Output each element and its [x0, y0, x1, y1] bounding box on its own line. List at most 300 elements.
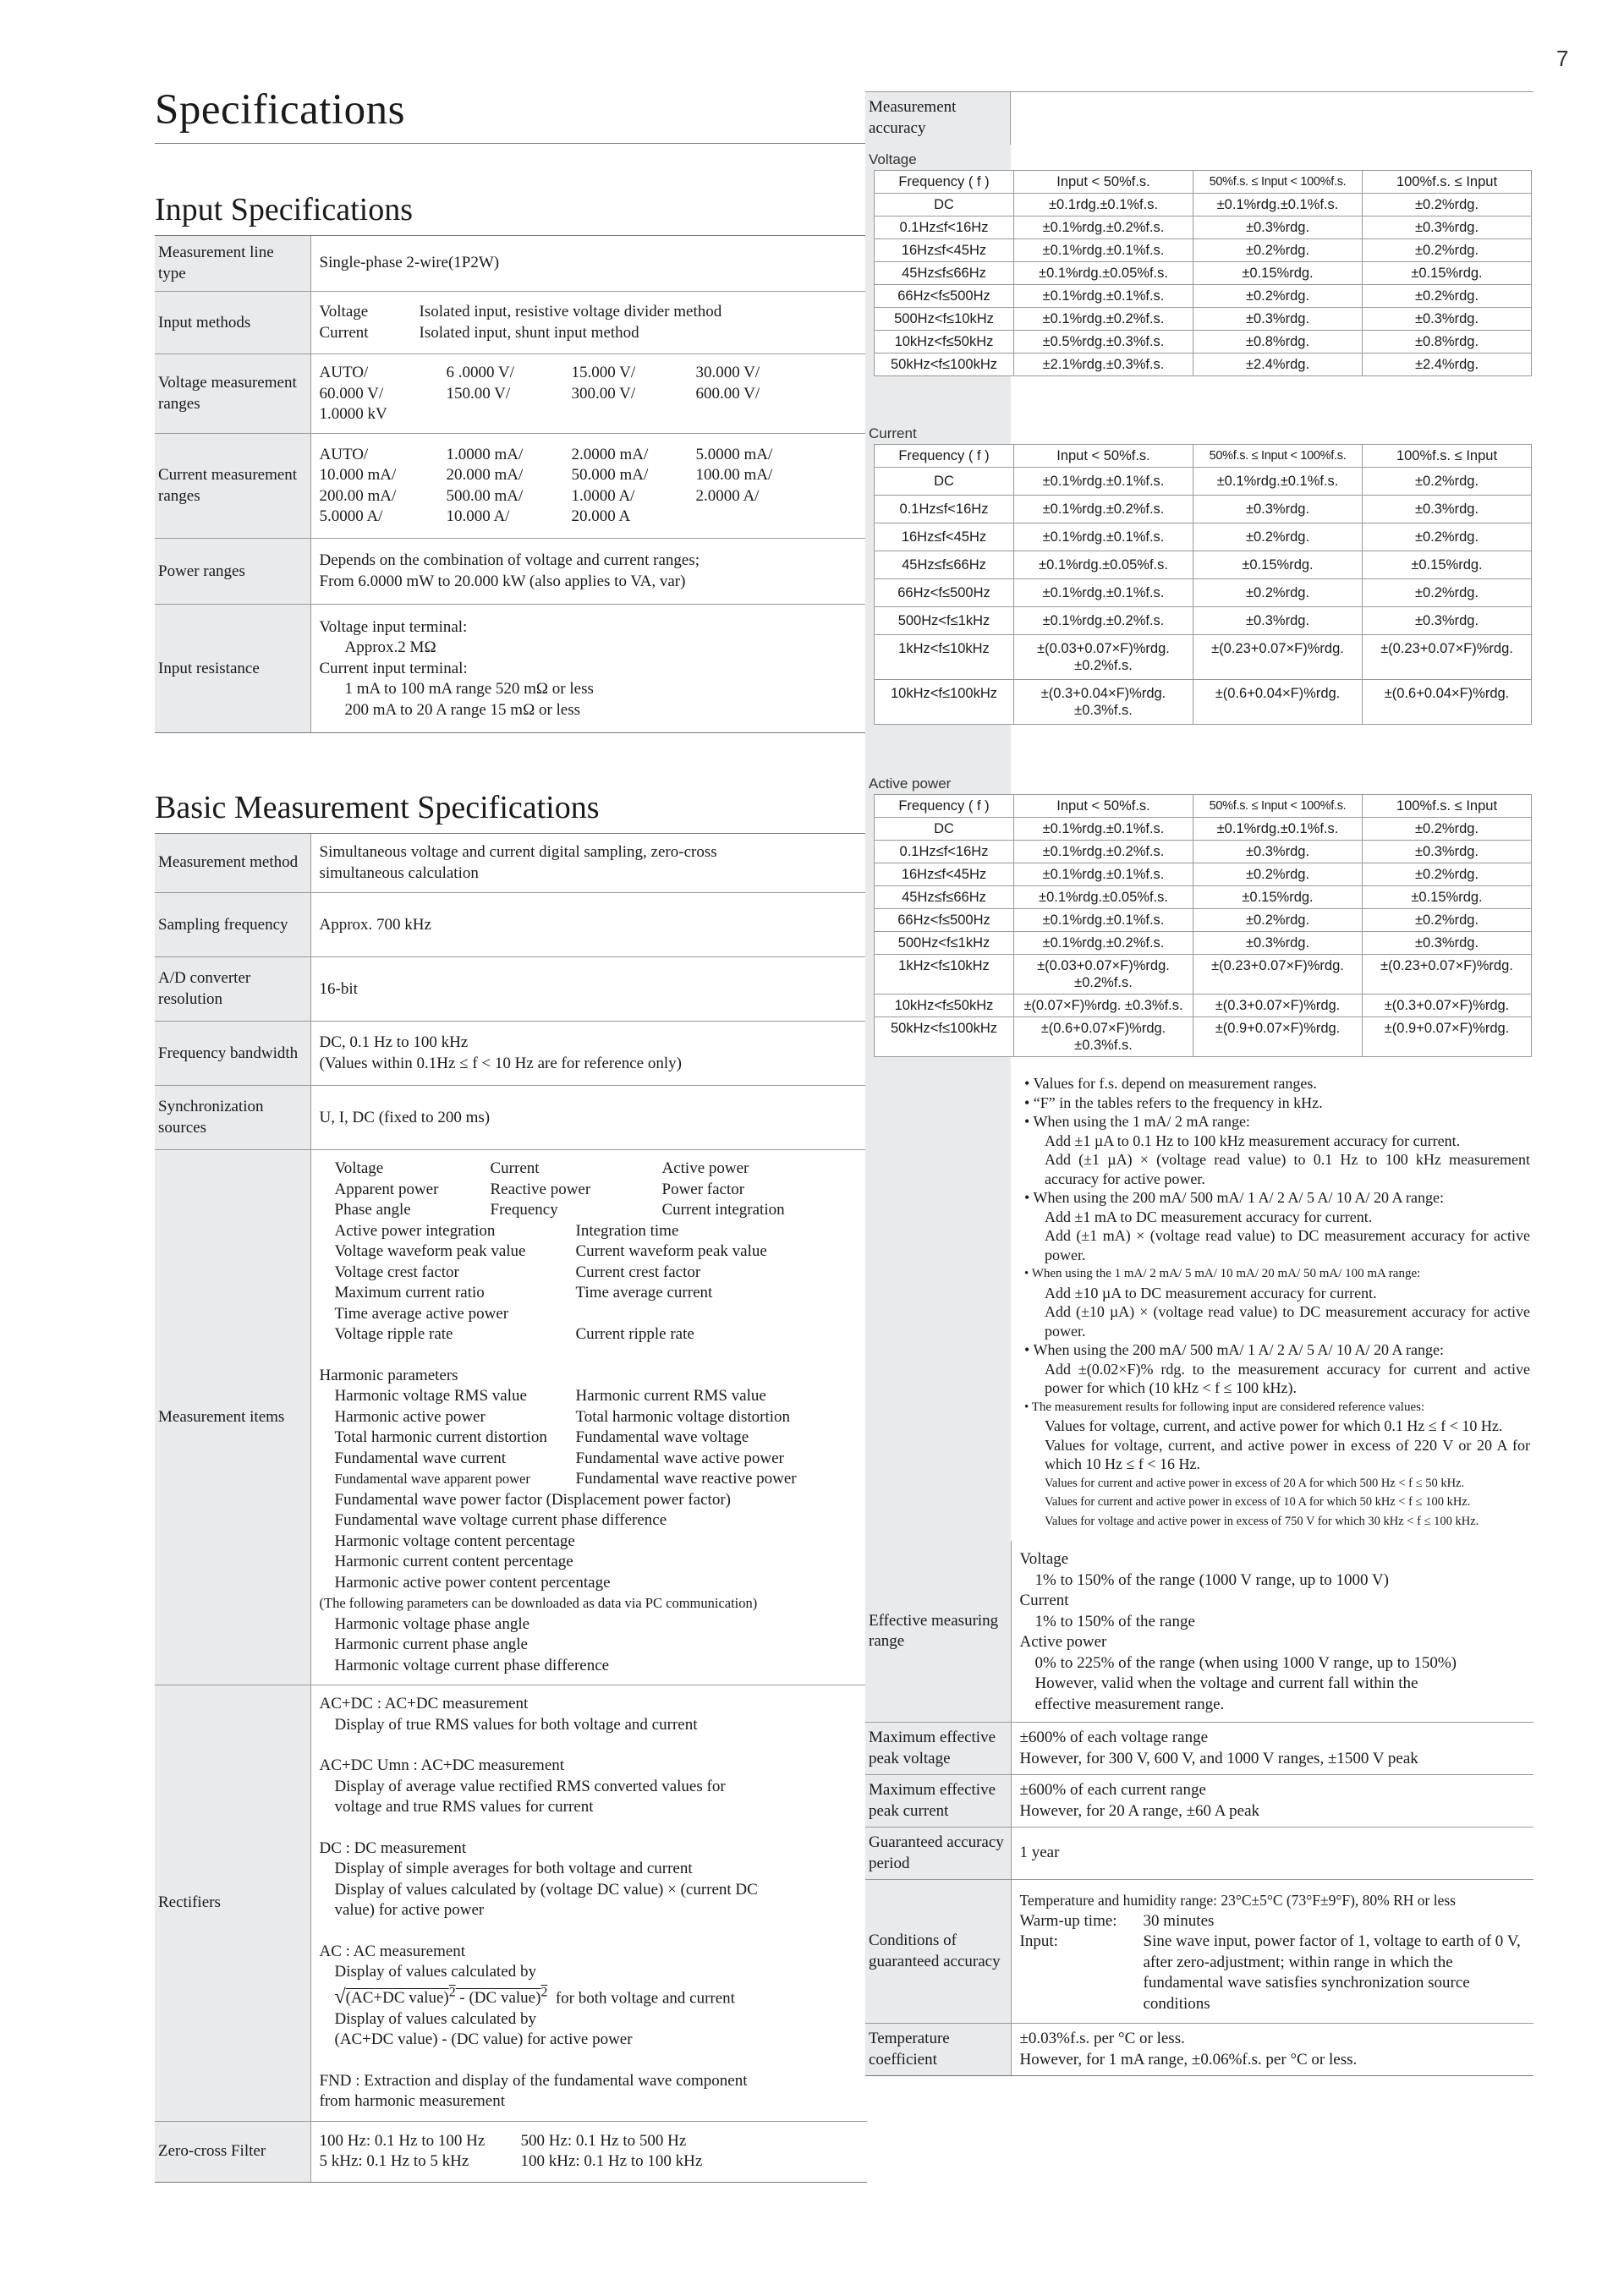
- accuracy-cell: ±0.2%rdg.: [1193, 909, 1363, 932]
- accuracy-cell: ±0.3%rdg.: [1363, 216, 1532, 239]
- text-line: (AC+DC value) - (DC value) for active power: [334, 2030, 633, 2049]
- table-row: [865, 1541, 1533, 1723]
- item: Frequency: [490, 1201, 558, 1219]
- accuracy-cell: ±0.1%rdg.±0.2%f.s.: [1014, 607, 1193, 635]
- accuracy-row: [875, 886, 1532, 909]
- table-row: [155, 1086, 867, 1150]
- row-value: [310, 1685, 867, 2121]
- item: Harmonic current phase angle: [334, 1636, 528, 1654]
- table-row: [865, 1775, 1533, 1827]
- formula-part: (AC+DC value): [345, 1989, 449, 2008]
- row-value: [310, 2121, 867, 2182]
- item: Harmonic voltage content percentage: [334, 1532, 575, 1550]
- frequency-cell: 16Hz≤f<45Hz: [875, 863, 1014, 886]
- row-value: [310, 354, 867, 434]
- item: Current ripple rate: [575, 1325, 694, 1344]
- accuracy-cell: ±2.4%rdg.: [1193, 353, 1363, 376]
- frequency-cell: DC: [875, 194, 1014, 216]
- item: Fundamental wave reactive power: [575, 1470, 797, 1488]
- methods-grid: [320, 302, 863, 343]
- text-line: However, for 20 A range, ±60 A peak: [1019, 1801, 1260, 1820]
- text-line: Current: [1019, 1592, 1069, 1609]
- accuracy-cell: ±0.1%rdg.±0.1%f.s.: [1014, 863, 1193, 886]
- accuracy-cell: ±0.3%rdg.: [1363, 841, 1532, 863]
- input-spec-table: [155, 236, 867, 734]
- range-cell: 300.00 V/: [571, 384, 636, 403]
- current-ranges-grid: [320, 445, 863, 528]
- accuracy-header-cell: 100%f.s. ≤ Input: [1363, 795, 1532, 818]
- text-line: 1% to 150% of the range (1000 V range, up to 1000 V): [1034, 1570, 1389, 1589]
- note: • When using the 1 mA/ 2 mA range:: [1024, 1113, 1250, 1130]
- filter-value: 500 Hz: 0.1 Hz to 500 Hz: [520, 2131, 687, 2150]
- text-line: 1% to 150% of the range: [1034, 1612, 1195, 1630]
- note: Add (±1 mA) × (voltage read value) to DC measurement accuracy for active power.: [1045, 1227, 1530, 1263]
- current-accuracy-table: [874, 444, 1532, 725]
- table-row: [155, 292, 867, 354]
- voltage-ranges-grid: [320, 363, 863, 425]
- item: Current: [490, 1159, 540, 1178]
- accuracy-row: [875, 216, 1532, 239]
- row-value: [1011, 2024, 1533, 2076]
- text-line: Temperature and humidity range: 23°C±5°C (73°F±9°F), 80% RH or less: [1019, 1892, 1456, 1909]
- page-number: 7: [1556, 46, 1569, 71]
- accuracy-cell: ±0.1%rdg.±0.1%f.s.: [1014, 818, 1193, 841]
- accuracy-cell: ±0.2%rdg.: [1363, 523, 1532, 551]
- accuracy-cell: ±0.1%rdg.±0.1%f.s.: [1193, 468, 1363, 496]
- note: Values for voltage, current, and active power in excess of 220 V or 20 A for which 10 Hz ≤ f < 16 Hz.: [1045, 1436, 1530, 1472]
- accuracy-cell: ±0.2%rdg.: [1363, 909, 1532, 932]
- note: • When using the 1 mA/ 2 mA/ 5 mA/ 10 mA/ 20 mA/ 50 mA/ 100 mA range:: [1024, 1267, 1421, 1280]
- text-line: ±600% of each current range: [1019, 1781, 1206, 1799]
- accuracy-cell: ±0.2%rdg.: [1193, 285, 1363, 308]
- item: Current integration: [661, 1201, 785, 1219]
- note: • When using the 200 mA/ 500 mA/ 1 A/ 2 A/ 5 A/ 10 A/ 20 A range:: [1024, 1189, 1444, 1206]
- frequency-cell: 10kHz<f≤50kHz: [875, 995, 1014, 1017]
- note: • “F” in the tables refers to the frequency in kHz.: [1024, 1093, 1323, 1111]
- accuracy-cell: ±(0.23+0.07×F)%rdg.: [1193, 955, 1363, 995]
- accuracy-cell: ±0.15%rdg.: [1193, 551, 1363, 579]
- accuracy-cell: ±0.3%rdg.: [1193, 932, 1363, 955]
- text-line: However, for 1 mA range, ±0.06%f.s. per °C or less.: [1019, 2050, 1358, 2069]
- accuracy-cell: ±0.15%rdg.: [1363, 551, 1532, 579]
- accuracy-cell: ±0.8%rdg.: [1193, 331, 1363, 353]
- note: Values for voltage, current, and active power for which 0.1 Hz ≤ f < 10 Hz.: [1045, 1417, 1503, 1434]
- range-cell: 10.000 mA/: [319, 466, 397, 485]
- item: Harmonic voltage current phase difference: [334, 1656, 610, 1674]
- note: Add ±(0.02×F)% rdg. to the measurement accuracy for current and active power for which (10 kHz < f ≤ 100 kHz).: [1045, 1360, 1530, 1396]
- accuracy-cell: ±0.2%rdg.: [1193, 579, 1363, 607]
- accuracy-cell: ±0.15%rdg.: [1363, 262, 1532, 285]
- frequency-cell: 16Hz≤f<45Hz: [875, 239, 1014, 262]
- accuracy-cell: ±0.5%rdg.±0.3%f.s.: [1014, 331, 1193, 353]
- frequency-cell: 500Hz<f≤10kHz: [875, 308, 1014, 331]
- note: Values for current and active power in excess of 20 A for which 500 Hz < f ≤ 50 kHz.: [1045, 1476, 1465, 1490]
- accuracy-cell: ±(0.3+0.04×F)%rdg. ±0.3%f.s.: [1014, 680, 1193, 725]
- text-line: 0% to 225% of the range (when using 1000 V range, up to 150%): [1034, 1653, 1457, 1672]
- frequency-cell: 10kHz<f≤100kHz: [875, 680, 1014, 725]
- row-value: [310, 834, 867, 893]
- accuracy-row: [875, 308, 1532, 331]
- item: Harmonic active power: [334, 1407, 486, 1426]
- left-column: [155, 85, 867, 2183]
- range-cell: 50.000 mA/: [571, 466, 649, 485]
- text-line: Depends on the combination of voltage and current ranges;: [319, 551, 700, 570]
- accuracy-cell: ±0.2%rdg.: [1363, 579, 1532, 607]
- frequency-cell: 50kHz<f≤100kHz: [875, 353, 1014, 376]
- accuracy-cell: ±0.3%rdg.: [1363, 932, 1532, 955]
- accuracy-cell: ±0.1%rdg.±0.05%f.s.: [1014, 262, 1193, 285]
- range-cell: AUTO/: [319, 445, 369, 463]
- row-label: Sampling frequency: [155, 893, 310, 957]
- accuracy-cell: ±2.4%rdg.: [1363, 353, 1532, 376]
- row-value: [310, 1150, 867, 1685]
- accuracy-cell: ±0.3%rdg.: [1193, 308, 1363, 331]
- text-line: from harmonic measurement: [319, 2092, 505, 2111]
- method-key: Voltage: [319, 303, 369, 321]
- item: Harmonic active power content percentage: [334, 1573, 611, 1592]
- range-cell: 60.000 V/: [319, 384, 384, 403]
- frequency-cell: 66Hz<f≤500Hz: [875, 909, 1014, 932]
- accuracy-cell: ±0.15%rdg.: [1193, 262, 1363, 285]
- text-line: Display of true RMS values for both voltage and current: [334, 1715, 698, 1734]
- frequency-cell: 10kHz<f≤50kHz: [875, 331, 1014, 353]
- text-line: From 6.0000 mW to 20.000 kW (also applies to VA, var): [319, 572, 686, 590]
- table-row: [155, 893, 867, 957]
- text-line: simultaneous calculation: [319, 863, 479, 882]
- frequency-cell: 45Hz≤f≤66Hz: [875, 886, 1014, 909]
- accuracy-label: Measurement accuracy: [865, 92, 1011, 145]
- accuracy-cell: ±0.1%rdg.±0.2%f.s.: [1014, 216, 1193, 239]
- range-cell: 600.00 V/: [695, 384, 760, 403]
- accuracy-cell: ±0.1%rdg.±0.05%f.s.: [1014, 886, 1193, 909]
- note: • The measurement results for following input are considered reference values:: [1024, 1400, 1425, 1414]
- note: Add ±10 µA to DC measurement accuracy for current.: [1045, 1284, 1377, 1301]
- accuracy-header-cell: Input < 50%f.s.: [1014, 445, 1193, 468]
- range-cell: 5.0000 A/: [319, 507, 383, 526]
- accuracy-header-cell: Frequency ( f ): [875, 445, 1014, 468]
- method-value: Isolated input, resistive voltage divider method: [419, 303, 722, 321]
- item: Harmonic current content percentage: [334, 1553, 573, 1571]
- filter-value: 100 kHz: 0.1 Hz to 100 kHz: [520, 2152, 703, 2171]
- range-cell: 10.000 A/: [446, 507, 510, 526]
- note: • Values for f.s. depend on measurement ranges.: [1024, 1075, 1317, 1092]
- formula-part: for both voltage and current: [547, 1989, 735, 2008]
- spacer: [865, 376, 1533, 419]
- row-label: Effective measuring range: [865, 1541, 1011, 1723]
- accuracy-cell: ±0.15%rdg.: [1193, 886, 1363, 909]
- item: Total harmonic current distortion: [334, 1428, 547, 1447]
- row-label: Zero-cross Filter: [155, 2121, 310, 2182]
- item: Time average current: [575, 1284, 713, 1302]
- accuracy-cell: ±0.3%rdg.: [1193, 607, 1363, 635]
- row-value: [310, 292, 867, 354]
- method-value: Isolated input, shunt input method: [419, 323, 639, 342]
- accuracy-cell: ±0.2%rdg.: [1193, 523, 1363, 551]
- accuracy-cell: ±0.2%rdg.: [1193, 863, 1363, 886]
- spacer: [865, 725, 1533, 769]
- frequency-cell: 50kHz<f≤100kHz: [875, 1017, 1014, 1057]
- accuracy-cell: ±(0.07×F)%rdg. ±0.3%f.s.: [1014, 995, 1193, 1017]
- accuracy-header-cell: 50%f.s. ≤ Input < 100%f.s.: [1193, 445, 1363, 468]
- accuracy-cell: ±0.3%rdg.: [1193, 841, 1363, 863]
- note: Add ±1 mA to DC measurement accuracy for current.: [1045, 1208, 1373, 1225]
- text-line: DC : DC measurement: [319, 1838, 467, 1857]
- accuracy-row: [875, 863, 1532, 886]
- frequency-cell: 1kHz<f≤10kHz: [875, 635, 1014, 680]
- formula-part: - (DC value): [455, 1989, 541, 2008]
- accuracy-cell: ±0.1rdg.±0.1%f.s.: [1014, 194, 1193, 216]
- item: Phase angle: [334, 1201, 411, 1219]
- accuracy-cell: ±0.1%rdg.±0.2%f.s.: [1014, 841, 1193, 863]
- item: Apparent power: [334, 1180, 439, 1198]
- table-row: [155, 2121, 867, 2182]
- text-line: Display of values calculated by: [334, 1963, 536, 1981]
- accuracy-notes: [865, 1057, 1533, 1541]
- accuracy-cell: ±0.1%rdg.±0.1%f.s.: [1014, 468, 1193, 496]
- item: Harmonic voltage RMS value: [334, 1387, 527, 1406]
- table-row: [155, 957, 867, 1022]
- item: Time average active power: [334, 1304, 509, 1323]
- row-value: [1011, 1775, 1533, 1827]
- accuracy-row: [875, 909, 1532, 932]
- range-cell: 500.00 mA/: [446, 486, 524, 505]
- item: [576, 1304, 863, 1325]
- row-value: [1011, 1723, 1533, 1775]
- text-line: Display of values calculated by: [334, 2009, 536, 2028]
- formula-radicand: [345, 1985, 548, 2008]
- row-value: [310, 434, 867, 539]
- table-row: [155, 434, 867, 539]
- frequency-cell: DC: [875, 468, 1014, 496]
- table-row: [155, 834, 867, 893]
- table-row: [865, 2024, 1533, 2076]
- row-label: Measurement line type: [155, 236, 310, 292]
- accuracy-cell: ±0.8%rdg.: [1363, 331, 1532, 353]
- text-line: ±600% of each voltage range: [1019, 1729, 1208, 1746]
- row-value: 16-bit: [310, 957, 867, 1022]
- accuracy-header-row: [875, 171, 1532, 194]
- download-note: (The following parameters can be downloaded as data via PC communication): [319, 1595, 758, 1612]
- accuracy-row: [875, 496, 1532, 523]
- range-cell: 20.000 A: [571, 507, 631, 526]
- row-label: Maximum effective peak current: [865, 1775, 1011, 1827]
- item: Harmonic voltage phase angle: [334, 1614, 530, 1633]
- frequency-cell: 500Hz<f≤1kHz: [875, 607, 1014, 635]
- text-line: (Values within 0.1Hz ≤ f < 10 Hz are for reference only): [319, 1054, 682, 1072]
- note: • When using the 200 mA/ 500 mA/ 1 A/ 2 A/ 5 A/ 10 A/ 20 A range:: [1024, 1341, 1444, 1358]
- accuracy-row: [875, 331, 1532, 353]
- text-line: AC+DC : AC+DC measurement: [319, 1695, 529, 1713]
- accuracy-row: [875, 995, 1532, 1017]
- item: Fundamental wave current: [334, 1449, 507, 1467]
- accuracy-cell: ±0.3%rdg.: [1363, 607, 1532, 635]
- accuracy-row: [875, 635, 1532, 680]
- text-line: Simultaneous voltage and current digital sampling, zero-cross: [319, 843, 717, 862]
- accuracy-header-cell: Input < 50%f.s.: [1014, 171, 1193, 194]
- item: Fundamental wave active power: [575, 1449, 784, 1467]
- frequency-cell: 16Hz≤f<45Hz: [875, 523, 1014, 551]
- row-value: [1011, 1541, 1533, 1723]
- item: Maximum current ratio: [334, 1284, 485, 1302]
- row-label: Measurement items: [155, 1150, 310, 1685]
- accuracy-header-cell: 50%f.s. ≤ Input < 100%f.s.: [1193, 795, 1363, 818]
- accuracy-cell: ±0.3%rdg.: [1193, 496, 1363, 523]
- item: Current crest factor: [575, 1263, 701, 1281]
- item: Integration time: [575, 1221, 679, 1240]
- frequency-cell: 1kHz<f≤10kHz: [875, 955, 1014, 995]
- item: Active power: [661, 1159, 749, 1178]
- note: Values for voltage and active power in excess of 750 V for which 30 kHz < f ≤ 100 kHz.: [1045, 1514, 1479, 1528]
- text-line: DC, 0.1 Hz to 100 kHz: [319, 1033, 469, 1052]
- row-label: Measurement method: [155, 834, 310, 893]
- items-grid: [320, 1159, 863, 1221]
- note: Values for current and active power in excess of 10 A for which 50 kHz < f ≤ 100 kHz.: [1045, 1495, 1471, 1509]
- accuracy-row: [875, 680, 1532, 725]
- row-value: U, I, DC (fixed to 200 ms): [310, 1086, 867, 1150]
- note: Add (±10 µA) × (voltage read value) to DC measurement accuracy for active power.: [1045, 1303, 1530, 1340]
- accuracy-row: [875, 579, 1532, 607]
- accuracy-cell: ±2.1%rdg.±0.3%f.s.: [1014, 353, 1193, 376]
- accuracy-block: [865, 91, 1533, 1541]
- accuracy-header-cell: 50%f.s. ≤ Input < 100%f.s.: [1193, 171, 1363, 194]
- row-value: [310, 1022, 867, 1086]
- accuracy-cell: ±0.3%rdg.: [1193, 216, 1363, 239]
- accuracy-cell: ±0.15%rdg.: [1363, 886, 1532, 909]
- table-row: [865, 1827, 1533, 1880]
- harmonic-title: Harmonic parameters: [319, 1366, 458, 1384]
- row-label: Maximum effective peak voltage: [865, 1723, 1011, 1775]
- item: Voltage: [334, 1159, 384, 1178]
- accuracy-row: [875, 262, 1532, 285]
- right-spec-table: [865, 1541, 1533, 2076]
- item: Fundamental wave voltage: [575, 1428, 749, 1447]
- active-power-subtitle: Active power: [869, 775, 952, 792]
- accuracy-row: [875, 932, 1532, 955]
- accuracy-cell: ±0.1%rdg.±0.2%f.s.: [1014, 932, 1193, 955]
- sqrt-symbol: √: [334, 1986, 346, 2008]
- accuracy-row: [875, 194, 1532, 216]
- conditions-grid: [1020, 1911, 1529, 2015]
- accuracy-cell: ±0.2%rdg.: [1193, 239, 1363, 262]
- accuracy-cell: ±0.1%rdg.±0.1%f.s.: [1193, 818, 1363, 841]
- table-row: [155, 1150, 867, 1685]
- accuracy-cell: ±0.2%rdg.: [1363, 468, 1532, 496]
- text-line: 1 mA to 100 mA range 520 mΩ or less: [344, 680, 594, 699]
- range-cell: 1.0000 A/: [571, 486, 635, 505]
- row-label: Input methods: [155, 292, 310, 354]
- range-cell: 200.00 mA/: [319, 486, 397, 505]
- accuracy-head-blank: [1011, 92, 1533, 145]
- row-label: Synchronization sources: [155, 1086, 310, 1150]
- superscript: 2: [448, 1985, 456, 2000]
- range-cell: 100.00 mA/: [695, 466, 773, 485]
- basic-spec-table: [155, 834, 867, 2183]
- table-row: [155, 539, 867, 605]
- accuracy-row: [875, 285, 1532, 308]
- text-line: However, valid when the voltage and current fall within the: [1034, 1674, 1418, 1692]
- text-line: Active power: [1019, 1633, 1107, 1651]
- text-line: voltage and true RMS values for current: [334, 1798, 594, 1817]
- accuracy-cell: ±0.1%rdg.±0.1%f.s.: [1014, 579, 1193, 607]
- range-cell: 30.000 V/: [695, 364, 760, 382]
- accuracy-cell: ±0.2%rdg.: [1363, 239, 1532, 262]
- row-label: Temperature coefficient: [865, 2024, 1011, 2076]
- accuracy-row: [875, 841, 1532, 863]
- frequency-cell: 500Hz<f≤1kHz: [875, 932, 1014, 955]
- row-label: A/D converter resolution: [155, 957, 310, 1022]
- accuracy-cell: ±(0.9+0.07×F)%rdg.: [1193, 1017, 1363, 1057]
- frequency-cell: 66Hz<f≤500Hz: [875, 579, 1014, 607]
- page-title: Specifications: [155, 85, 867, 144]
- row-label: Conditions of guaranteed accuracy: [865, 1880, 1011, 2024]
- active-power-accuracy-table: [874, 794, 1532, 1057]
- item: Voltage crest factor: [334, 1263, 459, 1281]
- row-value: [1011, 1880, 1533, 2024]
- item: Fundamental wave power factor (Displacement power factor): [334, 1490, 731, 1509]
- note: Add (±1 µA) × (voltage read value) to 0.1 Hz to 100 kHz measurement accuracy for active power.: [1045, 1151, 1530, 1187]
- accuracy-header-cell: Frequency ( f ): [875, 171, 1014, 194]
- cond-value: 30 minutes: [1143, 1911, 1215, 1930]
- accuracy-row: [875, 818, 1532, 841]
- accuracy-cell: ±(0.3+0.07×F)%rdg.: [1193, 995, 1363, 1017]
- accuracy-row: [875, 239, 1532, 262]
- row-label: Current measurement ranges: [155, 434, 310, 539]
- item: Reactive power: [490, 1180, 591, 1198]
- range-cell: 2.0000 A/: [695, 486, 760, 505]
- accuracy-row: [875, 353, 1532, 376]
- item: Voltage ripple rate: [334, 1325, 453, 1344]
- text-line: Voltage: [1019, 1550, 1069, 1568]
- accuracy-header-cell: Input < 50%f.s.: [1014, 795, 1193, 818]
- accuracy-row: [875, 551, 1532, 579]
- frequency-cell: 0.1Hz≤f<16Hz: [875, 496, 1014, 523]
- row-label: Guaranteed accuracy period: [865, 1827, 1011, 1880]
- accuracy-cell: ±(0.23+0.07×F)%rdg.: [1193, 635, 1363, 680]
- range-cell: 1.0000 mA/: [446, 445, 524, 463]
- current-subtitle: Current: [869, 425, 917, 441]
- row-value: [310, 539, 867, 605]
- accuracy-row: [875, 523, 1532, 551]
- accuracy-cell: ±0.3%rdg.: [1363, 308, 1532, 331]
- accuracy-cell: ±(0.03+0.07×F)%rdg. ±0.2%f.s.: [1014, 635, 1193, 680]
- filter-value: 100 Hz: 0.1 Hz to 100 Hz: [319, 2131, 486, 2150]
- input-spec-title: Input Specifications: [155, 191, 867, 236]
- filter-value: 5 kHz: 0.1 Hz to 5 kHz: [319, 2152, 469, 2171]
- items-grid-2: [320, 1221, 863, 1345]
- text-line: Current input terminal:: [319, 659, 468, 677]
- method-key: Current: [319, 323, 369, 342]
- accuracy-cell: ±0.1%rdg.±0.1%f.s.: [1014, 285, 1193, 308]
- row-label: Power ranges: [155, 539, 310, 605]
- accuracy-cell: ±(0.23+0.07×F)%rdg.: [1363, 635, 1532, 680]
- range-cell: 5.0000 mA/: [695, 445, 773, 463]
- accuracy-cell: ±0.1%rdg.±0.1%f.s.: [1014, 523, 1193, 551]
- voltage-subtitle: Voltage: [869, 151, 917, 167]
- accuracy-cell: ±0.1%rdg.±0.2%f.s.: [1014, 308, 1193, 331]
- row-value: [310, 605, 867, 733]
- range-cell: 15.000 V/: [571, 364, 636, 382]
- text-line: value) for active power: [334, 1901, 485, 1920]
- accuracy-header-row: [875, 795, 1532, 818]
- item: Active power integration: [334, 1221, 496, 1240]
- frequency-cell: DC: [875, 818, 1014, 841]
- accuracy-header-cell: Frequency ( f ): [875, 795, 1014, 818]
- table-row: [865, 1880, 1533, 2024]
- item: Current waveform peak value: [575, 1242, 767, 1261]
- row-label: Rectifiers: [155, 1685, 310, 2121]
- frequency-cell: 45Hz≤f≤66Hz: [875, 551, 1014, 579]
- accuracy-cell: ±0.2%rdg.: [1363, 863, 1532, 886]
